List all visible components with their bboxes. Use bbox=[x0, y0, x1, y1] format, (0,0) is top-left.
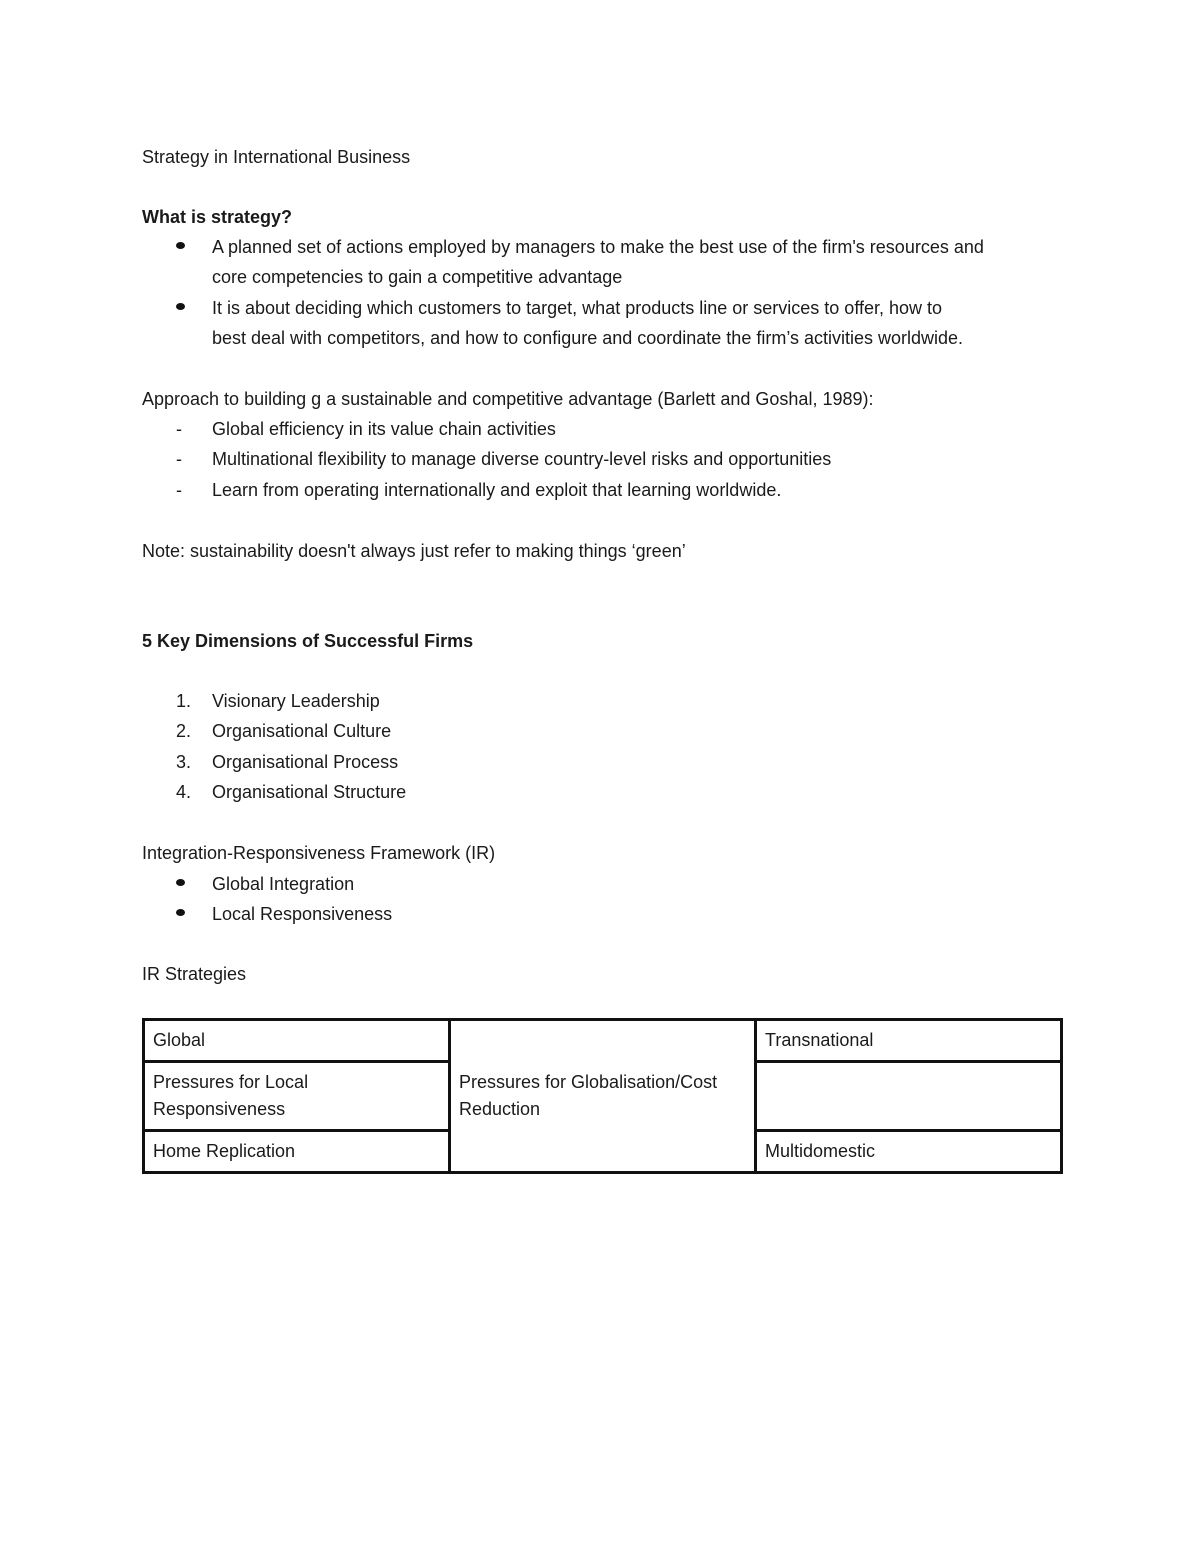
cell-local-pressure: Pressures for Local Responsiveness bbox=[144, 1062, 450, 1131]
list-number: 4. bbox=[176, 782, 192, 802]
what-is-strategy-heading: What is strategy? bbox=[142, 207, 293, 227]
strategy-bullet-2-line-1: It is about deciding which customers to target, what products line or services to offer, how to bbox=[212, 298, 943, 318]
approach-intro: Approach to building g a sustainable and competitive advantage (Barlett and Goshal, 1989): bbox=[142, 389, 874, 409]
document-title: Strategy in International Business bbox=[142, 147, 411, 167]
ir-strategies-heading: IR Strategies bbox=[142, 964, 247, 984]
list-number: 3. bbox=[176, 752, 192, 772]
cell-home-replication: Home Replication bbox=[144, 1131, 450, 1173]
ir-framework-item-2: Local Responsiveness bbox=[212, 904, 393, 924]
cell-globalisation-pressure: Pressures for Globalisation/Cost Reduction bbox=[450, 1020, 756, 1173]
list-number: 2. bbox=[176, 721, 192, 741]
sustainability-note: Note: sustainability doesn't always just refer to making things ‘green’ bbox=[142, 541, 686, 561]
dash-marker: - bbox=[176, 480, 182, 500]
strategy-bullet-1-line-2: core competencies to gain a competitive advantage bbox=[212, 267, 623, 287]
list-number: 1. bbox=[176, 691, 192, 711]
key-dimensions-heading: 5 Key Dimensions of Successful Firms bbox=[142, 631, 474, 651]
dash-marker: - bbox=[176, 419, 182, 439]
cell-transnational: Transnational bbox=[756, 1020, 1062, 1062]
approach-item-2: Multinational flexibility to manage diverse country-level risks and opportunities bbox=[212, 449, 832, 469]
bullet-icon bbox=[176, 879, 185, 886]
key-dimension-item-2: Organisational Culture bbox=[212, 721, 392, 741]
approach-item-3: Learn from operating internationally and exploit that learning worldwide. bbox=[212, 480, 782, 500]
key-dimension-item-4: Organisational Structure bbox=[212, 782, 407, 802]
bullet-icon bbox=[176, 242, 185, 249]
table-row bbox=[144, 1020, 1062, 1062]
strategy-bullet-2-line-2: best deal with competitors, and how to configure and coordinate the firm’s activities worldwide. bbox=[212, 328, 964, 348]
bullet-icon bbox=[176, 909, 185, 916]
cell-global: Global bbox=[144, 1020, 450, 1062]
strategy-bullet-1-line-1: A planned set of actions employed by managers to make the best use of the firm's resources and bbox=[212, 237, 984, 257]
cell-multidomestic: Multidomestic bbox=[756, 1131, 1062, 1173]
cell-empty bbox=[756, 1062, 1062, 1131]
ir-framework-heading: Integration-Responsiveness Framework (IR) bbox=[142, 843, 496, 863]
key-dimension-item-3: Organisational Process bbox=[212, 752, 399, 772]
bullet-icon bbox=[176, 303, 185, 310]
ir-framework-item-1: Global Integration bbox=[212, 874, 355, 894]
key-dimension-item-1: Visionary Leadership bbox=[212, 691, 380, 711]
dash-marker: - bbox=[176, 449, 182, 469]
approach-item-1: Global efficiency in its value chain activities bbox=[212, 419, 556, 439]
ir-strategies-table bbox=[142, 1018, 1063, 1174]
